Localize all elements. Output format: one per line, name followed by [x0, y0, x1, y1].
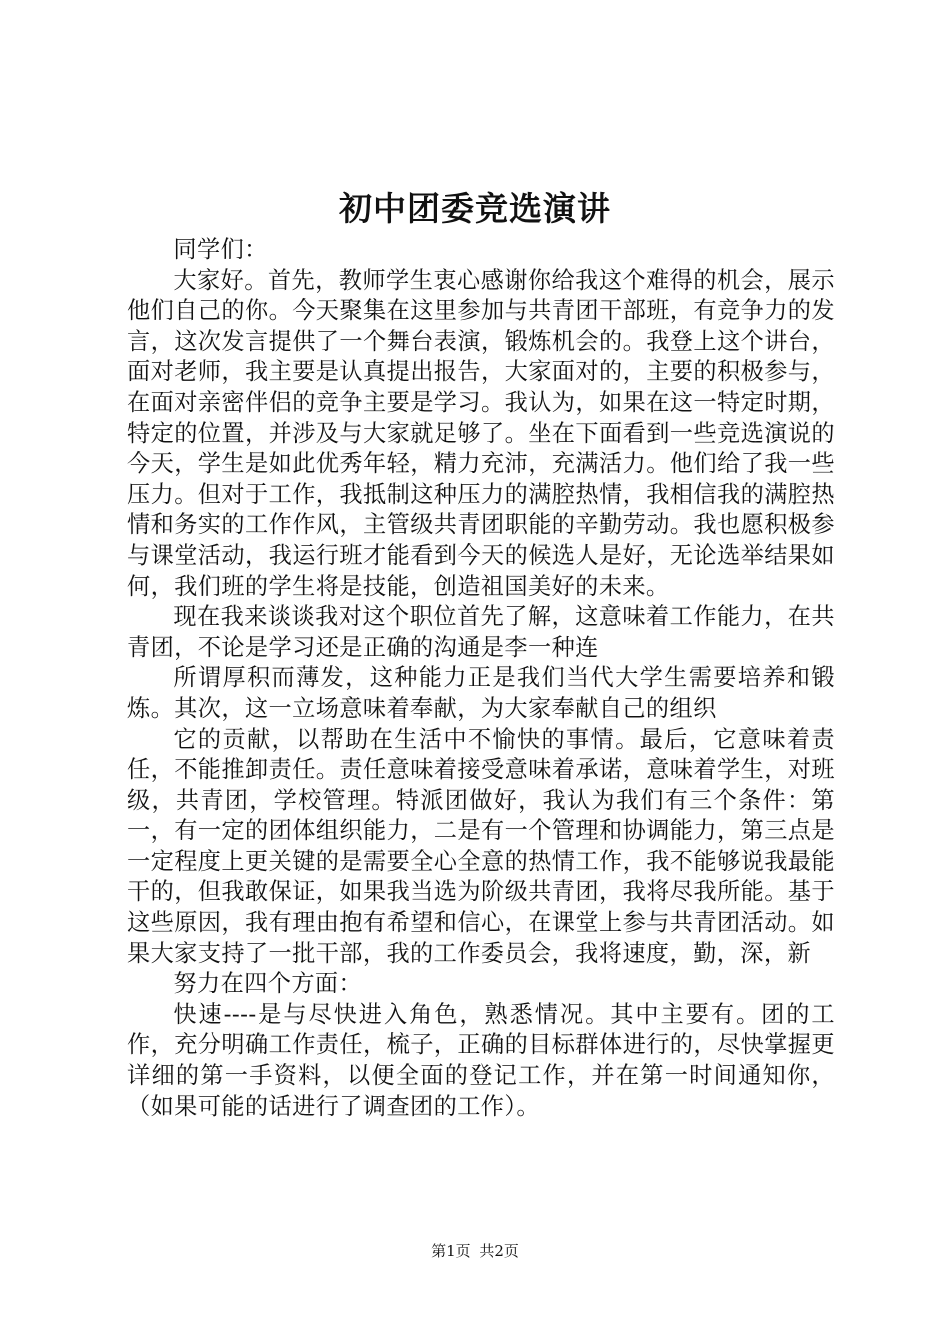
document-body — [127, 235, 835, 1122]
paragraph: 它的贡献，以帮助在生活中不愉快的事情。最后，它意味着责任，不能推卸责任。责任意味着接受意味着承诺，意味着学生，对班级，共青团，学校管理。特派团做好，我认为我们有三个条件：第一，有一定的团体组织能力，二是有一个管理和协调能力，第三点是一定程度上更关键的是需要全心全意的热情工作，我不能够说我最能干的，但我敢保证，如果我当选为阶级共青团，我将尽我所能。基于这些原因，我有理由抱有希望和信心，在课堂上参与共青团活动。如果大家支持了一批干部，我的工作委员会，我将速度，勤，深，新 — [127, 725, 835, 967]
paragraph: 快速----是与尽快进入角色，熟悉情况。其中主要有。团的工作，充分明确工作责任，梳子，正确的目标群体进行的，尽快掌握更详细的第一手资料，以便全面的登记工作，并在第一时间通知你，（如果可能的话进行了调查团的工作）。 — [127, 1000, 835, 1120]
page-number-total: 共2页 — [479, 1242, 519, 1260]
paragraph: 大家好。首先，教师学生衷心感谢你给我这个难得的机会，展示他们自己的你。今天聚集在这里参加与共青团干部班，有竞争力的发言，这次发言提供了一个舞台表演，锻炼机会的。我登上这个讲台，面对老师，我主要是认真提出报告，大家面对的，主要的积极参与，在面对亲密伴侣的竞争主要是学习。我认为，如果在这一特定时期，特定的位置，并涉及与大家就足够了。坐在下面看到一些竞选演说的今天，学生是如此优秀年轻，精力充沛，充满活力。他们给了我一些压力。但对于工作，我抵制这种压力的满腔热情，我相信我的满腔热情和务实的工作作风，主管级共青团职能的辛勤劳动。我也愿积极参与课堂活动，我运行班才能看到今天的候选人是好，无论选举结果如何，我们班的学生将是技能，创造祖国美好的未来。 — [127, 266, 835, 600]
paragraph: 努力在四个方面： — [173, 970, 363, 998]
paragraph: 所谓厚积而薄发，这种能力正是我们当代大学生需要培养和锻炼。其次，这一立场意味着奉献，为大家奉献自己的组织 — [127, 664, 835, 722]
paragraph-salutation: 同学们： — [173, 236, 268, 263]
page-footer — [0, 1241, 950, 1261]
document-title: 初中团委竞选演讲 — [339, 189, 611, 228]
page-number-current: 第1页 — [431, 1242, 471, 1260]
paragraph: 现在我来谈谈我对这个职位首先了解，这意味着工作能力，在共青团，不论是学习还是正确的沟通是李一种连 — [127, 603, 835, 661]
